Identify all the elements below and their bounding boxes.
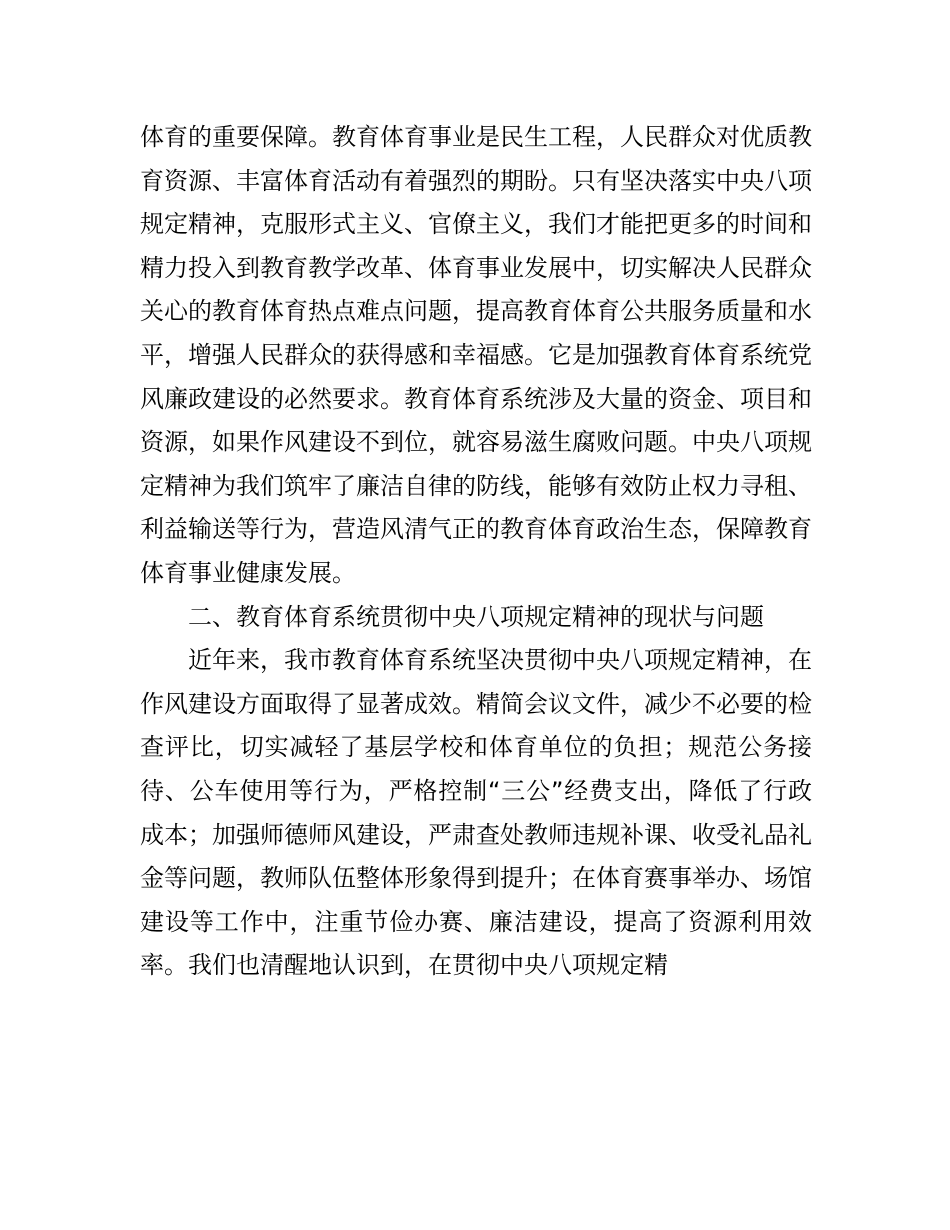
body-paragraph: 近年来，我市教育体育系统坚决贯彻中央八项规定精神，在作风建设方面取得了显著成效。精简会议文件，减少不必要的检查评比，切实减轻了基层学校和体育单位的负担；规范公务接待、公车使用等行为，严格控制“三公”经费支出，降低了行政成本；加强师德师风建设，严肃查处教师违规补课、收受礼品礼金等问题，教师队伍整体形象得到提升；在体育赛事举办、场馆建设等工作中，注重节俭办赛、廉洁建设，提高了资源利用效率。我们也清醒地认识到，在贯彻中央八项规定精: [140, 646, 812, 980]
section-heading: 二、教育体育系统贯彻中央八项规定精神的现状与问题: [188, 602, 764, 631]
body-paragraph: 体育的重要保障。教育体育事业是民生工程，人民群众对优质教育资源、丰富体育活动有着强烈的期盼。只有坚决落实中央八项规定精神，克服形式主义、官僚主义，我们才能把更多的时间和精力投入到教育教学改革、体育事业发展中，切实解决人民群众关心的教育体育热点难点问题，提高教育体育公共服务质量和水平，增强人民群众的获得感和幸福感。它是加强教育体育系统党风廉政建设的必然要求。教育体育系统涉及大量的资金、项目和资源，如果作风建设不到位，就容易滋生腐败问题。中央八项规定精神为我们筑牢了廉洁自律的防线，能够有效防止权力寻租、利益输送等行为，营造风清气正的教育体育政治生态，保障教育体育事业健康发展。: [140, 123, 812, 587]
document-body: [140, 116, 812, 988]
